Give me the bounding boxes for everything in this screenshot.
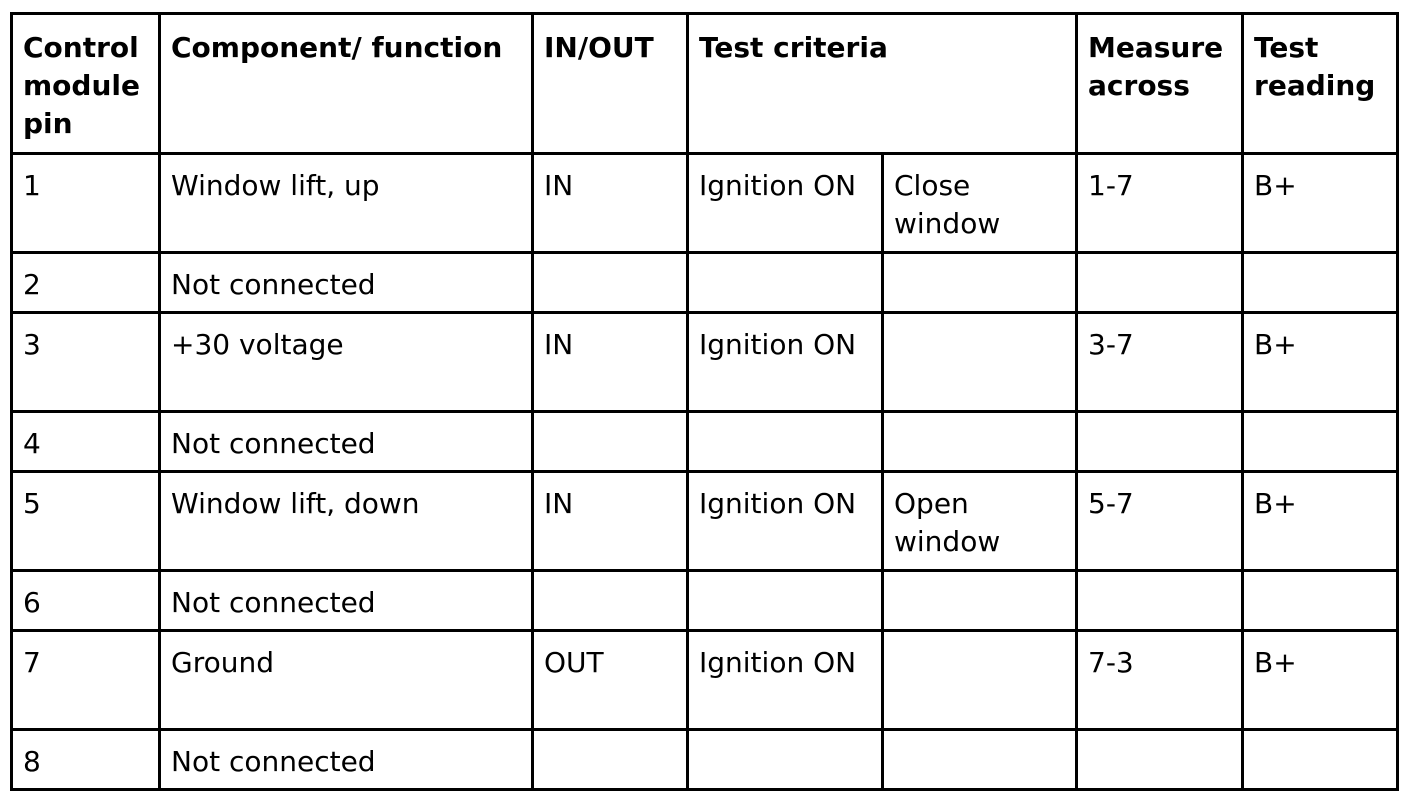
cell-inout: IN: [533, 154, 688, 253]
cell-reading: B+: [1243, 154, 1398, 253]
cell-component: Not connected: [160, 730, 533, 790]
cell-pin: 4: [12, 412, 160, 472]
cell-measure: 7-3: [1077, 631, 1243, 730]
cell-reading: B+: [1243, 472, 1398, 571]
cell-pin: 1: [12, 154, 160, 253]
cell-pin: 3: [12, 313, 160, 412]
cell-pin: 5: [12, 472, 160, 571]
table-row: [12, 730, 1398, 790]
cell-component: Ground: [160, 631, 533, 730]
cell-pin: 2: [12, 253, 160, 313]
cell-measure: [1077, 412, 1243, 472]
cell-criteria-a: [688, 253, 883, 313]
cell-criteria-b: [883, 253, 1077, 313]
cell-criteria-b: [883, 571, 1077, 631]
cell-inout: [533, 412, 688, 472]
table-row: [12, 253, 1398, 313]
cell-reading: [1243, 253, 1398, 313]
cell-measure: [1077, 571, 1243, 631]
cell-criteria-b: [883, 631, 1077, 730]
cell-reading: [1243, 412, 1398, 472]
header-pin: Control module pin: [12, 14, 160, 154]
cell-measure: [1077, 253, 1243, 313]
header-component: Component/ function: [160, 14, 533, 154]
cell-inout: [533, 571, 688, 631]
header-test-criteria: Test criteria: [688, 14, 1077, 154]
header-test-reading: Test reading: [1243, 14, 1398, 154]
cell-criteria-a: Ignition ON: [688, 313, 883, 412]
cell-component: Window lift, up: [160, 154, 533, 253]
table-row: [12, 313, 1398, 412]
cell-component: Not connected: [160, 571, 533, 631]
cell-pin: 7: [12, 631, 160, 730]
cell-reading: B+: [1243, 631, 1398, 730]
cell-criteria-b: [883, 412, 1077, 472]
cell-measure: 3-7: [1077, 313, 1243, 412]
cell-inout: IN: [533, 472, 688, 571]
cell-criteria-a: [688, 571, 883, 631]
cell-criteria-a: Ignition ON: [688, 472, 883, 571]
cell-criteria-a: [688, 412, 883, 472]
header-measure-across: Measure across: [1077, 14, 1243, 154]
cell-inout: IN: [533, 313, 688, 412]
cell-inout: OUT: [533, 631, 688, 730]
cell-pin: 8: [12, 730, 160, 790]
table-row: [12, 571, 1398, 631]
table-row: [12, 631, 1398, 730]
header-row: [12, 14, 1398, 154]
cell-reading: [1243, 571, 1398, 631]
cell-measure: 1-7: [1077, 154, 1243, 253]
cell-component: Not connected: [160, 412, 533, 472]
pin-test-table: [10, 12, 1399, 791]
cell-criteria-b: [883, 313, 1077, 412]
header-inout: IN/OUT: [533, 14, 688, 154]
cell-component: +30 voltage: [160, 313, 533, 412]
cell-reading: B+: [1243, 313, 1398, 412]
cell-criteria-a: Ignition ON: [688, 631, 883, 730]
cell-criteria-b: Close window: [883, 154, 1077, 253]
cell-criteria-a: [688, 730, 883, 790]
cell-measure: [1077, 730, 1243, 790]
cell-reading: [1243, 730, 1398, 790]
cell-criteria-b: [883, 730, 1077, 790]
cell-pin: 6: [12, 571, 160, 631]
cell-component: Not connected: [160, 253, 533, 313]
cell-measure: 5-7: [1077, 472, 1243, 571]
cell-criteria-b: Open window: [883, 472, 1077, 571]
cell-inout: [533, 730, 688, 790]
cell-inout: [533, 253, 688, 313]
cell-component: Window lift, down: [160, 472, 533, 571]
table-row: [12, 154, 1398, 253]
table-row: [12, 412, 1398, 472]
cell-criteria-a: Ignition ON: [688, 154, 883, 253]
table-row: [12, 472, 1398, 571]
